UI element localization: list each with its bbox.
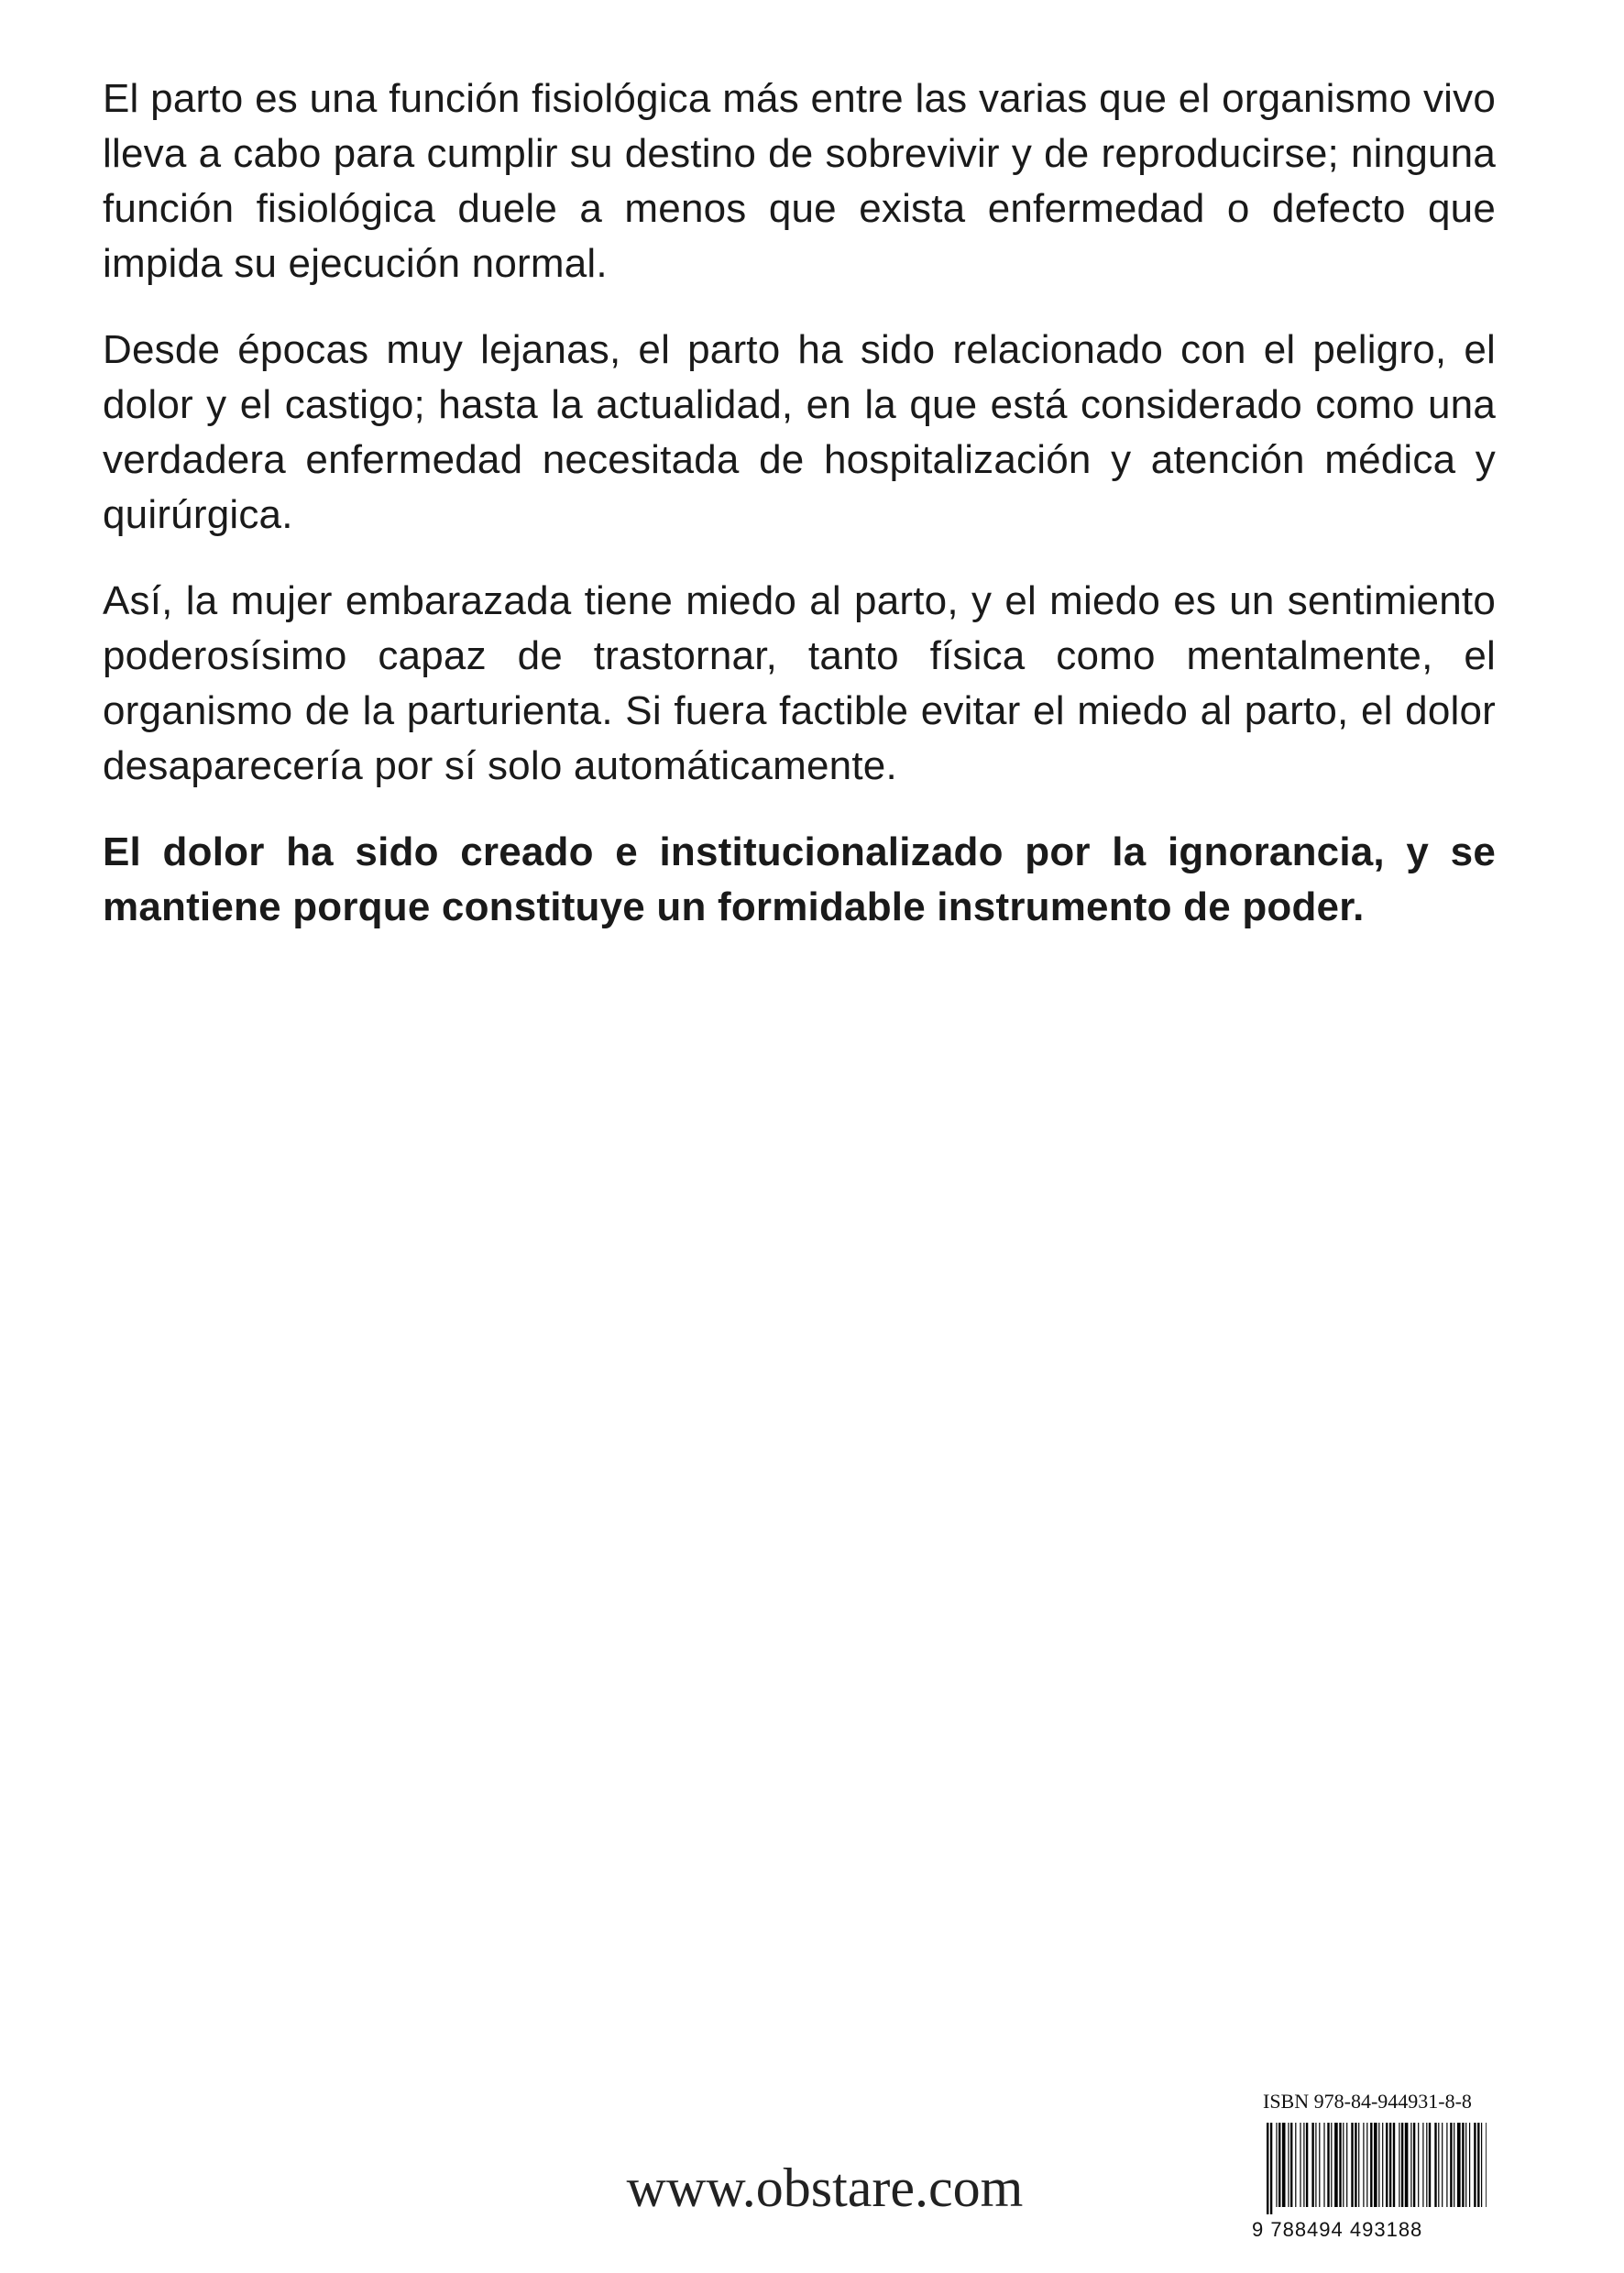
website-url: www.obstare.com [626, 2158, 1024, 2218]
isbn-label: ISBN 978-84-944931-8-8 [1263, 2090, 1472, 2113]
paragraph-3: Así, la mujer embarazada tiene miedo al parto, y el miedo es un sentimiento poderosísimo capaz de trastornar, tanto física como mentalmente, el organismo de la parturienta. Si fuera factible evitar el miedo al parto, el dolor desaparecería por sí solo automáticamente. [103, 578, 1496, 788]
paragraph-4-bold: El dolor ha sido creado e institucionalizado por la ignorancia, y se mantiene porque constituye un formidable instrumento de poder. [103, 829, 1496, 929]
back-cover-text [103, 71, 1496, 966]
isbn-block [1246, 2090, 1503, 2264]
paragraph-1: El parto es una función fisiológica más entre las varias que el organismo vivo lleva a cabo para cumplir su destino de sobrevivir y de reproducirse; ninguna función fisiológica duele a menos que exista enfermedad o defecto que impida su ejecución normal. [103, 76, 1496, 286]
barcode-digits: 9 788494 493188 [1252, 2218, 1423, 2241]
barcode-icon [1267, 2123, 1487, 2214]
paragraph-2: Desde épocas muy lejanas, el parto ha sido relacionado con el peligro, el dolor y el castigo; hasta la actualidad, en la que está considerado como una verdadera enfermedad necesitada de hospitalización y atención médica y quirúrgica. [103, 327, 1496, 537]
